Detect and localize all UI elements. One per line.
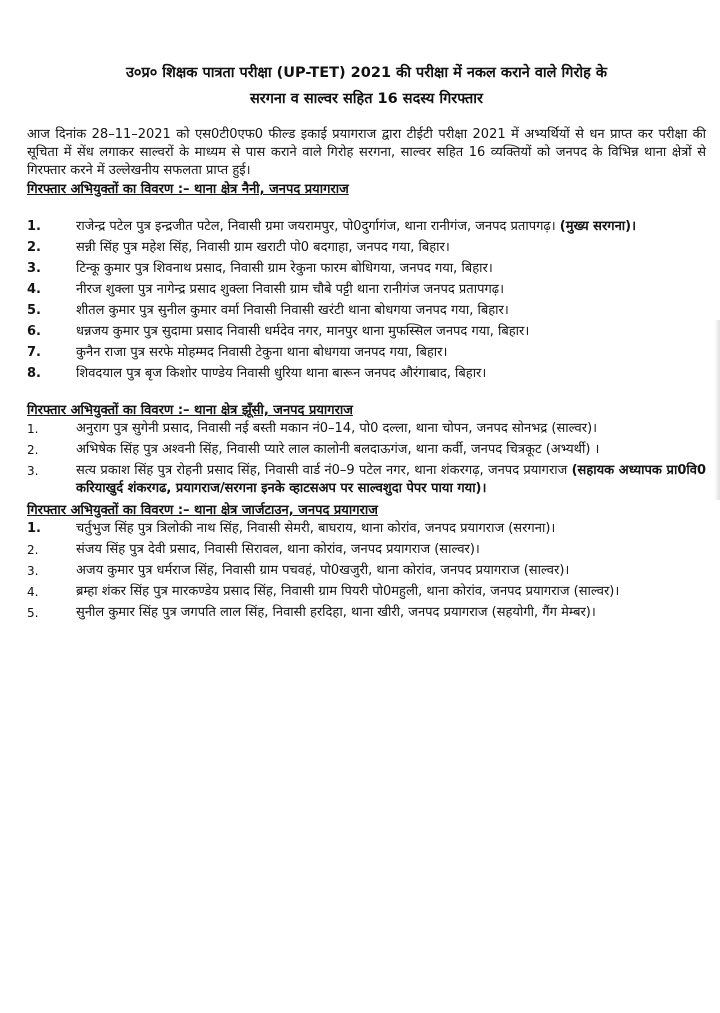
item-number: 2.	[27, 240, 41, 255]
item-number: 4.	[27, 282, 41, 297]
list-item	[27, 541, 706, 559]
list-item	[27, 441, 706, 459]
list-item	[27, 260, 706, 278]
list-item	[27, 302, 706, 320]
list-item	[27, 420, 706, 438]
item-text-emphasis: (मुख्य सरगना)।	[559, 219, 637, 234]
item-text: शीतल कुमार पुत्र सुनील कुमार वर्मा निवासी निवासी खरंटी थाना बोधगया जनपद गया, बिहार।	[76, 303, 509, 318]
list-item	[27, 365, 706, 383]
accused-list-jhunsi	[27, 420, 706, 498]
list-item	[27, 239, 706, 257]
item-text: धन्नजय कुमार पुत्र सुदामा प्रसाद निवासी धर्मदेव नगर, मानपुर थाना मुफस्सिल जनपद गया, बिहार।	[76, 324, 530, 339]
item-text: शिवदयाल पुत्र बृज किशोर पाण्डेय निवासी धुरिया थाना बारून जनपद औरंगाबाद, बिहार।	[76, 366, 487, 381]
item-text-emphasis: (सहायक अध्यापक प्रा0वि0 करियाखुर्द शंकरगढ, प्रयागराज/सरगना इनके व्हाटसअप पर साल्वशुदा पेपर पाया गया)।	[76, 463, 707, 496]
section-heading-georgetown: गिरफ्तार अभियुक्तों का विवरण :– थाना क्षेत्र जार्जटाउन, जनपद प्रयागराज	[27, 503, 378, 518]
section-heading-naini: गिरफ्तार अभियुक्तों का विवरण :– थाना क्षेत्र नैनी, जनपद प्रयागराज	[27, 182, 349, 197]
item-number: 5.	[27, 606, 39, 620]
press-release-title	[27, 60, 706, 112]
section-heading-jhunsi: गिरफ्तार अभियुक्तों का विवरण :– थाना क्षेत्र झूँसी, जनपद प्रयागराज	[27, 403, 353, 418]
item-text: सुनील कुमार सिंह पुत्र जगपति लाल सिंह, निवासी हरदिहा, थाना खीरी, जनपद प्रयागराज (सहयोगी, गैंग मेम्बर)।	[76, 605, 596, 620]
list-item	[27, 344, 706, 362]
item-number: 6.	[27, 324, 41, 339]
item-number: 3.	[27, 564, 39, 578]
item-text: अजय कुमार पुत्र धर्मराज सिंह, निवासी ग्राम पचवहं, पो0खजुरी, थाना कोरांव, जनपद प्रयागराज (साल्वर)।	[76, 563, 570, 578]
item-number: 8.	[27, 366, 41, 381]
item-number: 4.	[27, 585, 39, 599]
page-edge-shadow	[714, 320, 720, 500]
item-text: अभिषेक सिंह पुत्र अश्वनी सिंह, निवासी प्यारे लाल कालोनी बलदाऊगंज, थाना कर्वी, जनपद चित्रकूट (अभ्यर्थी) ।	[76, 442, 600, 457]
item-text: अनुराग पुत्र सुगेनी प्रसाद, निवासी नई बस्ती मकान नं0–14, पो0 दल्ला, थाना चोपन, जनपद सोनभद्र (साल्वर)।	[76, 421, 598, 436]
item-text: नीरज शुक्ला पुत्र नागेन्द्र प्रसाद शुक्ला निवासी ग्राम चौबे पट्टी थाना रानीगंज जनपद प्रतापगढ़।	[76, 282, 505, 297]
accused-list-georgetown	[27, 520, 706, 622]
title-line-2: सरगना व साल्वर सहित 16 सदस्य गिरफ्तार	[249, 91, 483, 107]
item-number: 2.	[27, 543, 39, 557]
item-text-main: राजेन्द्र पटेल पुत्र इन्द्रजीत पटेल, निवासी ग्रमा जयरामपुर, पो0दुर्गागंज, थाना रानीगंज, जनपद प्रतापगढ़।	[76, 219, 556, 234]
item-number: 5.	[27, 303, 41, 318]
list-item	[27, 281, 706, 299]
item-number: 1.	[27, 422, 39, 436]
list-item	[27, 323, 706, 341]
item-text: टिन्कू कुमार पुत्र शिवनाथ प्रसाद, निवासी ग्राम रेकुना फारम बोधिगया, जनपद गया, बिहार।	[76, 261, 493, 276]
item-number: 3.	[27, 261, 41, 276]
list-item	[27, 218, 706, 236]
item-number: 2.	[27, 443, 39, 457]
item-text: सन्नी सिंह पुत्र महेश सिंह, निवासी ग्राम खराटी पो0 बदगाहा, जनपद गया, बिहार।	[76, 240, 450, 255]
intro-paragraph: आज दिनांक 28–11–2021 को एस0टी0एफ0 फील्ड इकाई प्रयागराज द्वारा टीईटी परीक्षा 2021 में अभ्यर्थियों से धन प्राप्त कर परीक्षा की सूचिता में सेंध लगाकर साल्वरों के माध्यम से पास कराने वाले गिरोह सरगना, साल्वर सहित 16 व्यक्तियों को जनपद के विभिन्न थाना क्षेत्रों से गिरफ्तार करने में उल्लेखनीय सफलता प्राप्त हुई।	[27, 127, 706, 178]
item-text-main: सत्य प्रकाश सिंह पुत्र रोहनी प्रसाद सिंह, निवासी वार्ड नं0–9 पटेल नगर, थाना शंकरगढ़, जनपद प्रयागराज	[76, 463, 568, 478]
list-item	[27, 562, 706, 580]
accused-list-naini	[27, 218, 706, 383]
item-number: 7.	[27, 345, 41, 360]
item-text	[76, 462, 706, 498]
item-text	[76, 218, 706, 236]
title-line-1: उ०प्र० शिक्षक पात्रता परीक्षा (UP-TET) 2021 की परीक्षा में नकल कराने वाले गिरोह के	[125, 65, 608, 81]
item-number: 3.	[27, 464, 39, 478]
item-text: संजय सिंह पुत्र देवी प्रसाद, निवासी सिरावल, थाना कोरांव, जनपद प्रयागराज (साल्वर)।	[76, 542, 480, 557]
item-number: 1.	[27, 521, 41, 536]
list-item	[27, 520, 706, 538]
list-item	[27, 583, 706, 601]
item-text: ब्रम्हा शंकर सिंह पुत्र मारकण्डेय प्रसाद सिंह, निवासी ग्राम पियरी पो0महुली, थाना कोरांव, जनपद प्रयागराज (साल्वर)।	[76, 584, 620, 599]
item-text: कुनैन राजा पुत्र सरफे मोहम्मद निवासी टेकुना थाना बोधगया जनपद गया, बिहार।	[76, 345, 448, 360]
list-item	[27, 462, 706, 498]
item-text: चर्तुभुज सिंह पुत्र त्रिलोकी नाथ सिंह, निवासी सेमरी, बाघराय, थाना कोरांव, जनपद प्रयागराज (सरगना)।	[76, 521, 556, 536]
item-number: 1.	[27, 219, 41, 234]
list-item	[27, 604, 706, 622]
